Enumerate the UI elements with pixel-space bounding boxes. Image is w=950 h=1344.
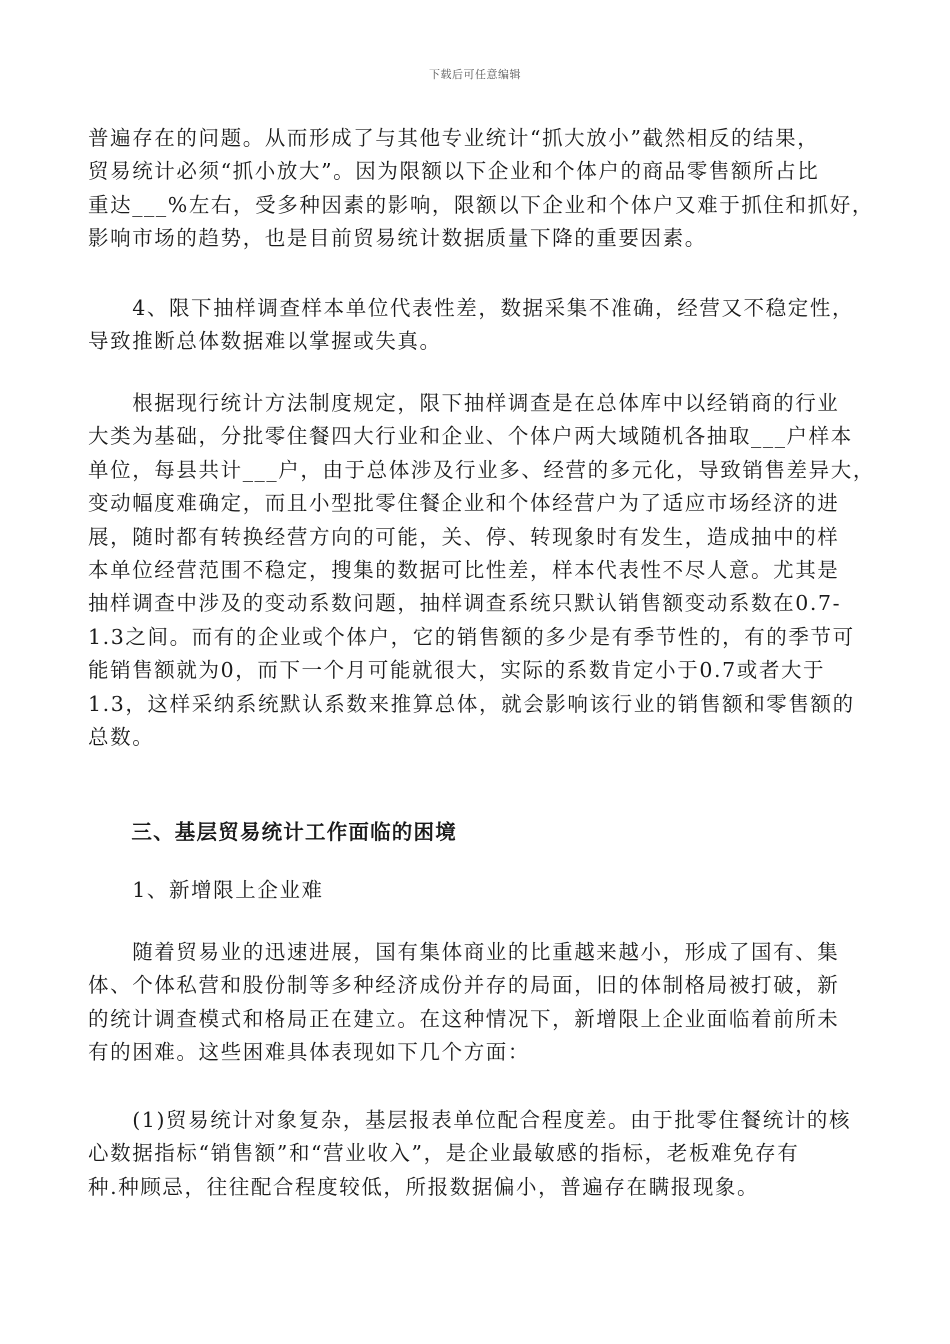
text-line: 重达___%左右，受多种因素的影响，限额以下企业和个体户又难于抓住和抓好， (88, 192, 874, 217)
text-line: 体、个体私营和股份制等多种经济成份并存的局面，旧的体制格局被打破，新 (88, 973, 840, 998)
text-line: 总数。 (88, 725, 155, 750)
paragraph-1 (88, 122, 874, 256)
text-line: 的统计调查模式和格局正在建立。在这种情况下，新增限上企业面临着前所未 (88, 1006, 840, 1031)
paragraph-4 (88, 936, 860, 1070)
text-line: 根据现行统计方法制度规定，限下抽样调查是在总体库中以经销商的行业 (88, 391, 840, 415)
text-line: 有的困难。这些困难具体表现如下几个方面： (88, 1040, 530, 1065)
text-line: 抽样调查中涉及的变动系数问题，抽样调查系统只默认销售额变动系数在0.7- (88, 591, 842, 616)
text-line: 4、限下抽样调查样本单位代表性差，数据采集不准确，经营又不稳定性， (88, 296, 855, 320)
paragraph-5 (88, 1104, 860, 1204)
text-line: 1.3，这样采纳系统默认系数来推算总体，就会影响该行业的销售额和零售额的 (88, 691, 855, 716)
text-line: 本单位经营范围不稳定，搜集的数据可比性差，样本代表性不尽人意。尤其是 (88, 558, 840, 583)
heading-line: 三、基层贸易统计工作面临的困境 (88, 820, 457, 844)
text-line: 展，随时都有转换经营方向的可能，关、停、转现象时有发生，造成抽中的样 (88, 524, 840, 549)
paragraph-3 (88, 387, 875, 754)
text-line: 变动幅度难确定，而且小型批零住餐企业和个体经营户为了适应市场经济的进 (88, 491, 840, 516)
text-line: 贸易统计必须“抓小放大”。因为限额以下企业和个体户的商品零售额所占比 (88, 159, 820, 184)
paragraph-2 (88, 292, 860, 359)
page-header: 下载后可任意编辑 (429, 68, 521, 81)
text-line: 能销售额就为0，而下一个月可能就很大，实际的系数肯定小于0.7或者大于 (88, 658, 826, 683)
text-line: 种.种顾忌，往往配合程度较低，所报数据偏小，普遍存在瞒报现象。 (88, 1174, 760, 1199)
text-line: (1)贸易统计对象复杂，基层报表单位配合程度差。由于批零住餐统计的核 (88, 1108, 852, 1132)
text-line: 心数据指标“销售额”和“营业收入”，是企业最敏感的指标，老板难免存有 (88, 1141, 800, 1166)
text-line: 1、新增限上企业难 (88, 878, 324, 902)
text-line: 普遍存在的问题。从而形成了与其他专业统计“抓大放小”截然相反的结果， (88, 126, 820, 150)
text-line: 随着贸易业的迅速进展，国有集体商业的比重越来越小，形成了国有、集 (88, 940, 840, 964)
text-line: 单位，每县共计___户，由于总体涉及行业多、经营的多元化，导致销售差异大， (88, 457, 875, 482)
section-heading (88, 816, 860, 849)
subsection-heading (88, 874, 860, 907)
text-line: 大类为基础，分批零住餐四大行业和企业、个体户两大域随机各抽取___户样本 (88, 424, 853, 449)
text-line: 导致推断总体数据难以掌握或失真。 (88, 329, 442, 354)
text-line: 影响市场的趋势，也是目前贸易统计数据质量下降的重要因素。 (88, 226, 707, 251)
text-line: 1.3之间。而有的企业或个体户，它的销售额的多少是有季节性的，有的季节可 (88, 624, 855, 649)
